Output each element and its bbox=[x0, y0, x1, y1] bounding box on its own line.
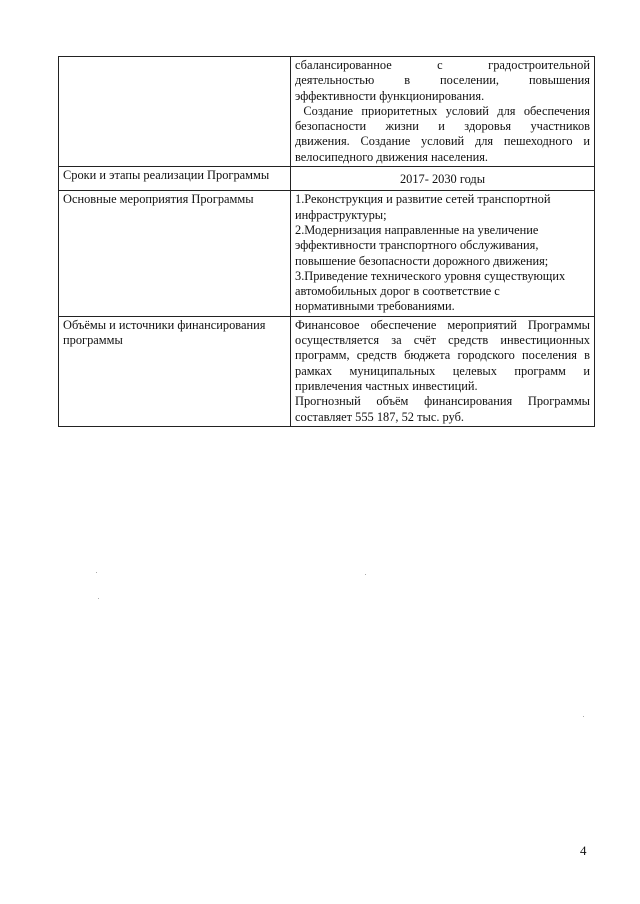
table-row bbox=[59, 191, 595, 316]
program-period: 2017- 2030 годы bbox=[399, 172, 486, 187]
text-line: привлечения частных инвестиций. bbox=[295, 378, 478, 393]
scan-speck bbox=[96, 572, 97, 573]
text-line: Прогнозный объём финансирования Программы bbox=[295, 394, 590, 409]
text-line: Финансовое обеспечение мероприятий Программы bbox=[295, 317, 590, 332]
scan-speck bbox=[98, 598, 99, 599]
row-label: программы bbox=[63, 333, 123, 348]
page-number: 4 bbox=[580, 843, 587, 858]
text-line: инфраструктуры; bbox=[295, 207, 387, 222]
text-line: движения. Создание условий для пешеходного и bbox=[295, 134, 590, 149]
table-row bbox=[59, 167, 595, 191]
text-line: 3.Приведение технического уровня существующих bbox=[295, 268, 566, 283]
row-label-cell bbox=[59, 57, 291, 167]
text-line: автомобильных дорог в соответствие с bbox=[295, 284, 500, 299]
row-label: Основные мероприятия Программы bbox=[63, 192, 254, 207]
table-row bbox=[59, 57, 595, 167]
row-label-cell bbox=[59, 167, 291, 191]
row-value-cell bbox=[291, 167, 595, 191]
row-label-cell bbox=[59, 316, 291, 426]
text-line: осуществляется за счёт средств инвестиционных bbox=[295, 333, 590, 348]
table-row bbox=[59, 316, 595, 426]
text-line: велосипедного движения населения. bbox=[295, 149, 489, 164]
row-value-cell bbox=[291, 316, 595, 426]
row-value-cell bbox=[291, 57, 595, 167]
scan-speck bbox=[365, 574, 366, 575]
text-line: составляет 555 187, 52 тыс. руб. bbox=[295, 409, 465, 424]
text-line: рамках муниципальных целевых программ и bbox=[295, 363, 590, 378]
row-label-cell bbox=[59, 191, 291, 316]
text-line: программ, средств бюджета городского поселения в bbox=[295, 348, 590, 363]
text-line: нормативными требованиями. bbox=[295, 299, 455, 314]
row-label: Объёмы и источники финансирования bbox=[63, 317, 266, 332]
text-line: 1.Реконструкция и развитие сетей транспортной bbox=[295, 192, 551, 207]
text-line: сбалансированное с градостроительной bbox=[295, 58, 590, 72]
scan-speck bbox=[583, 716, 584, 717]
text-line: деятельностью в поселении, повышения bbox=[295, 73, 590, 88]
text-line: повышение безопасности дорожного движения; bbox=[295, 253, 549, 268]
text-line: Создание приоритетных условий для обеспечения bbox=[295, 103, 590, 118]
passport-table bbox=[58, 56, 595, 427]
text-line: эффективности транспортного обслуживания, bbox=[295, 238, 539, 253]
row-label: Сроки и этапы реализации Программы bbox=[63, 168, 270, 183]
row-value-cell bbox=[291, 191, 595, 316]
text-line: безопасности жизни и здоровья участников bbox=[295, 119, 590, 134]
text-line: эффективности функционирования. bbox=[295, 88, 485, 103]
text-line: 2.Модернизация направленные на увеличение bbox=[295, 222, 539, 237]
